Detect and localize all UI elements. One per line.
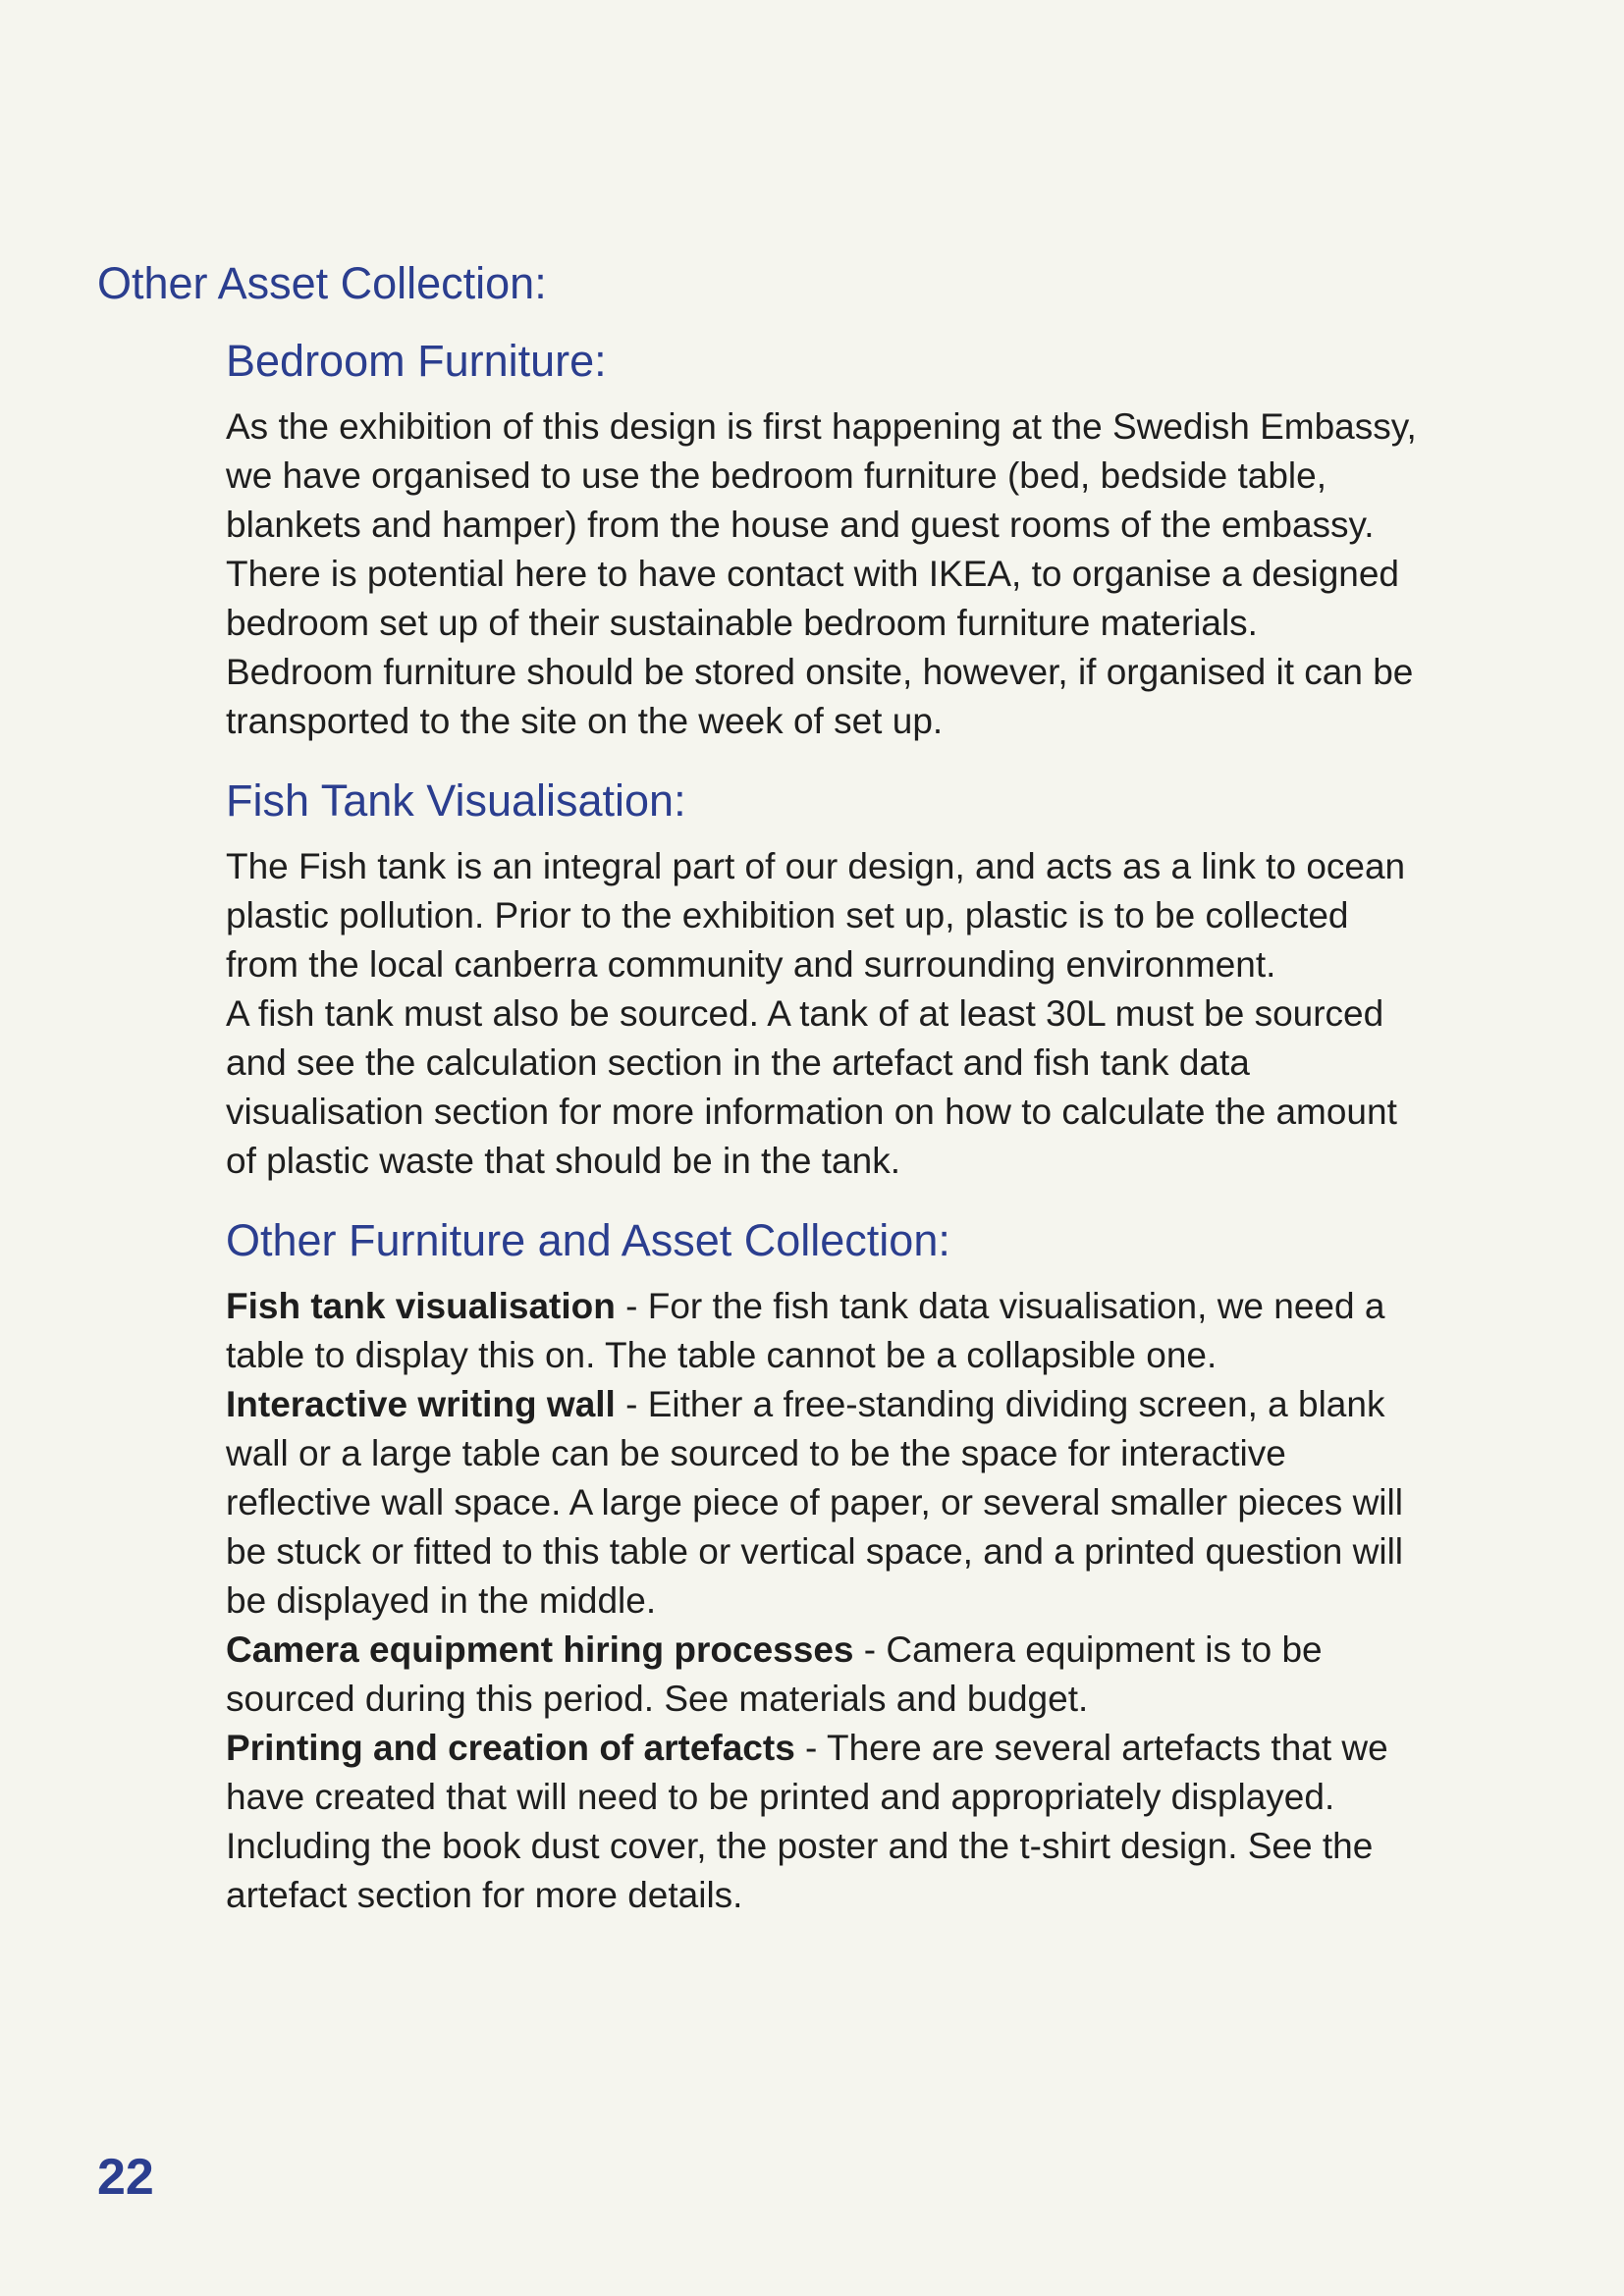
item-term: Camera equipment hiring processes	[226, 1629, 854, 1670]
bedroom-paragraph: Bedroom furniture should be stored onsite, however, if organised it can be transported to the site on the week of set up.	[226, 652, 1414, 741]
fish-tank-heading: Fish Tank Visualisation:	[226, 775, 686, 826]
item-term: Printing and creation of artefacts	[226, 1728, 795, 1768]
item-term: Fish tank visualisation	[226, 1286, 616, 1326]
fish-tank-body	[226, 842, 1424, 1186]
section-title: Other Asset Collection:	[97, 258, 547, 308]
other-furniture-list	[226, 1282, 1424, 1920]
list-item	[226, 1724, 1424, 1920]
bedroom-furniture-heading: Bedroom Furniture:	[226, 336, 607, 386]
item-description: - Camera equipment is to be sourced during this period. See materials and budget.	[226, 1629, 1323, 1719]
item-description: - There are several artefacts that we have created that will need to be printed and appropriately displayed. Including the book dust cover, the poster and the t-shirt design. See the artefact section for more details.	[226, 1728, 1388, 1915]
content-column	[226, 332, 1424, 1946]
bedroom-furniture-body	[226, 402, 1424, 746]
page-number: 22	[97, 2149, 154, 2206]
fish-tank-paragraph: A fish tank must also be sourced. A tank of at least 30L must be sourced and see the calculation section in the artefact and fish tank data visualisation section for more information on how to calculate the amount of plastic waste that should be in the tank.	[226, 993, 1397, 1181]
item-term: Interactive writing wall	[226, 1384, 616, 1424]
list-item	[226, 1626, 1424, 1724]
other-furniture-heading: Other Furniture and Asset Collection:	[226, 1215, 950, 1265]
item-description: - For the fish tank data visualisation, we need a table to display this on. The table cannot be a collapsible one.	[226, 1286, 1385, 1375]
list-item	[226, 1380, 1424, 1626]
bedroom-paragraph: As the exhibition of this design is first happening at the Swedish Embassy, we have organised to use the bedroom furniture (bed, bedside table, blankets and hamper) from the house and guest rooms of the embassy. There is potential here to have contact with IKEA, to organise a designed bedroom set up of their sustainable bedroom furniture materials.	[226, 406, 1417, 643]
item-description: - Either a free-standing dividing screen, a blank wall or a large table can be sourced to be the space for interactive reflective wall space. A large piece of paper, or several smaller pieces will be stuck or fitted to this table or vertical space, and a printed question will be displayed in the middle.	[226, 1384, 1404, 1621]
list-item	[226, 1282, 1424, 1380]
fish-tank-paragraph: The Fish tank is an integral part of our design, and acts as a link to ocean plastic pollution. Prior to the exhibition set up, plastic is to be collected from the local canberra community and surrounding environment.	[226, 846, 1406, 985]
